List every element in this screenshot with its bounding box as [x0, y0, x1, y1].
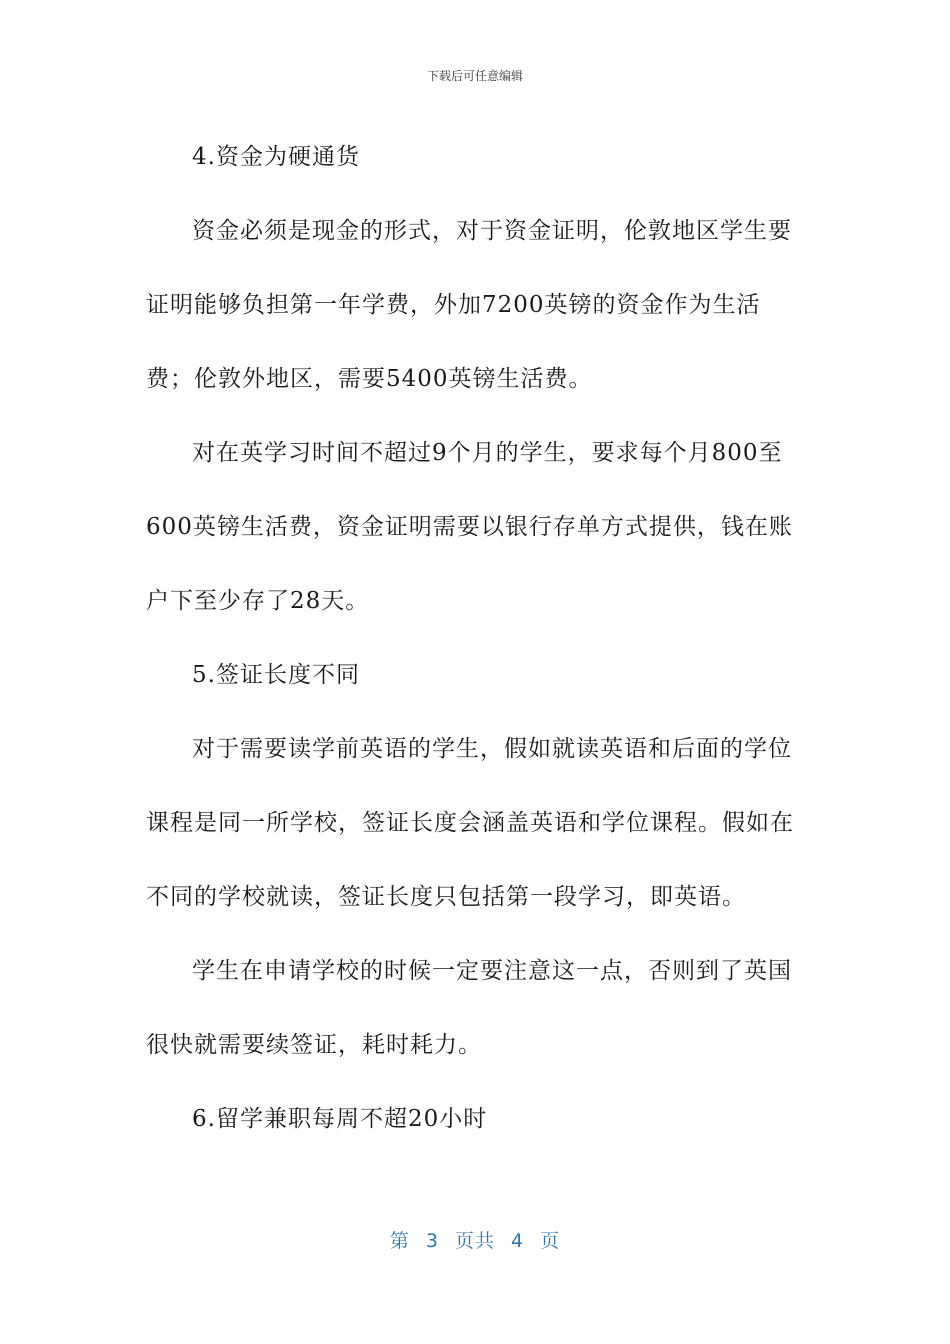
document-body	[146, 120, 794, 1156]
paragraph-visa-length: 对于需要读学前英语的学生，假如就读英语和后面的学位课程是同一所学校，签证长度会涵盖英语和学位课程。假如在不同的学校就读，签证长度只包括第一段学习，即英语。	[146, 736, 794, 910]
footer-prefix: 第	[389, 1230, 410, 1252]
paragraph-short-stay-funds: 对在英学习时间不超过9个月的学生，要求每个月800至600英镑生活费，资金证明需要以银行存单方式提供，钱在账户下至少存了28天。	[146, 440, 793, 614]
header-note: 下载后可任意编辑	[426, 69, 523, 83]
section-heading-5: 5.签证长度不同	[192, 662, 360, 688]
footer-current-page: 3	[425, 1230, 439, 1252]
page-footer	[0, 1226, 950, 1253]
section-heading-4: 4.资金为硬通货	[192, 144, 360, 170]
section-heading-6: 6.留学兼职每周不超20小时	[192, 1106, 488, 1132]
footer-middle: 页共	[454, 1230, 495, 1252]
paragraph-funds-form: 资金必须是现金的形式，对于资金证明，伦敦地区学生要证明能够负担第一年学费，外加7200英镑的资金作为生活费；伦敦外地区，需要5400英镑生活费。	[146, 218, 792, 392]
footer-suffix: 页	[540, 1230, 561, 1252]
paragraph-visa-note: 学生在申请学校的时候一定要注意这一点，否则到了英国很快就需要续签证，耗时耗力。	[146, 958, 792, 1058]
footer-total-pages: 4	[511, 1230, 525, 1252]
